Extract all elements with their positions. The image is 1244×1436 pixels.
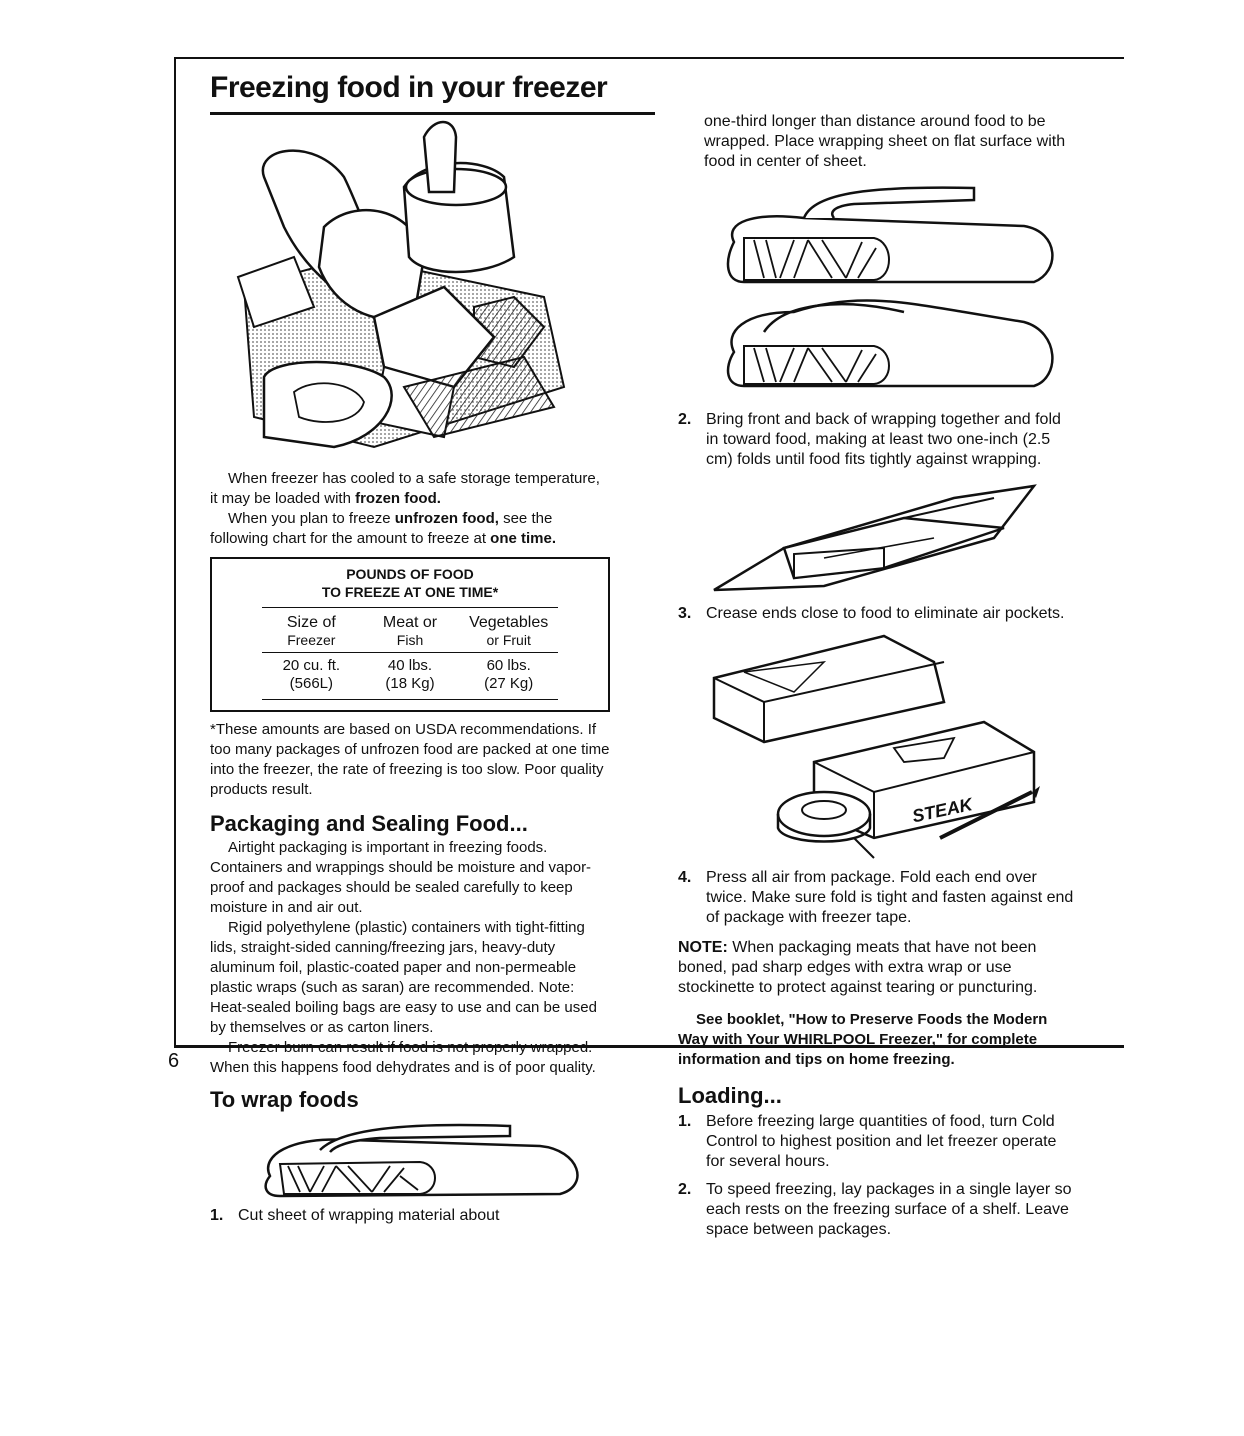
intro-paragraph-1: When freezer has cooled to a safe storage temperature, it may be loaded with frozen food. bbox=[210, 470, 600, 507]
frozen-food-illustration bbox=[224, 117, 584, 461]
wrap-step-2: 2. Bring front and back of wrapping together and fold in toward food, making at least two one-inch (2.5 cm) folds until food fits tightly against wrapping. bbox=[678, 411, 1061, 468]
right-column bbox=[678, 112, 1076, 1248]
table-title-line-1: POUNDS OF FOOD bbox=[346, 566, 474, 582]
page-title: Freezing food in your freezer bbox=[210, 71, 608, 104]
wrap-step1-illustration bbox=[240, 1116, 580, 1200]
loading-heading: Loading... bbox=[678, 1083, 782, 1108]
top-rule bbox=[174, 57, 1124, 59]
page-number: 6 bbox=[168, 1050, 180, 1072]
wrap-step-3: 3. Crease ends close to food to eliminate air pockets. bbox=[678, 605, 1065, 622]
table-row-metric: (566L) (18 Kg) (27 Kg) bbox=[289, 675, 534, 692]
loading-step-2: 2. To speed freezing, lay packages in a single layer so each rests on the freezing surface of a shelf. Leave space between packages. bbox=[678, 1181, 1072, 1238]
wrap-seal-illustration bbox=[704, 632, 1044, 864]
booklet-reference: See booklet, "How to Preserve Foods the Modern Way with Your WHIRLPOOL Freezer," for complete information and tips on home freezing. bbox=[678, 1011, 1048, 1068]
table-row: 20 cu. ft. 40 lbs. 60 lbs. bbox=[282, 657, 531, 674]
left-column bbox=[210, 70, 610, 1234]
wrap-step-4: 4. Press all air from package. Fold each end over twice. Make sure fold is tight and fasten against end of package with freezer tape. bbox=[678, 869, 1074, 926]
wrap-crease-illustration bbox=[704, 478, 1044, 596]
table-title-line-2: TO FREEZE AT ONE TIME* bbox=[321, 584, 499, 600]
wrap-heading: To wrap foods bbox=[210, 1087, 359, 1112]
loading-step-1: 1. Before freezing large quantities of food, turn Cold Control to highest position and let freezer operate for several hours. bbox=[678, 1113, 1057, 1170]
note-paragraph: NOTE: When packaging meats that have not been boned, pad sharp edges with extra wrap or use stockinette to protect against tearing or puncturing. bbox=[678, 939, 1038, 996]
packaging-paragraph-3: Freezer burn can result if food is not properly wrapped. When this happens food dehydrates and is of poor quality. bbox=[210, 1039, 596, 1076]
packaging-paragraph-2: Rigid polyethylene (plastic) containers with tight-fitting lids, straight-sided canning/freezing jars, heavy-duty aluminum foil, plastic-coated paper and non-permeable plastic wraps (such as saran) are recommended. Note: Heat-sealed boiling bags are easy to use and can be used by themselves or as carton liners. bbox=[210, 919, 597, 1036]
pounds-of-food-table bbox=[210, 557, 610, 712]
table-subheader-row: Freezer Fish or Fruit bbox=[287, 632, 531, 648]
left-rule bbox=[174, 57, 176, 1047]
packaging-paragraph-1: Airtight packaging is important in freezing foods. Containers and wrappings should be moisture and vapor-proof and packages should be sealed carefully to keep moisture in and air out. bbox=[210, 839, 592, 916]
wrap-step-1: 1. Cut sheet of wrapping material about bbox=[210, 1207, 500, 1224]
steak-label: STEAK bbox=[910, 794, 975, 827]
wrap-fold-illustration bbox=[704, 182, 1064, 402]
packaging-heading: Packaging and Sealing Food... bbox=[210, 811, 528, 836]
intro-paragraph-2: When you plan to freeze unfrozen food, see the following chart for the amount to freeze at one time. bbox=[210, 510, 557, 547]
title-underline bbox=[210, 112, 655, 115]
wrap-step-1-continued: one-third longer than distance around food to be wrapped. Place wrapping sheet on flat surface with food in center of sheet. bbox=[704, 113, 1066, 170]
table-header-row: Size of Meat or Vegetables bbox=[286, 614, 549, 631]
table-footnote: *These amounts are based on USDA recommendations. If too many packages of unfrozen food are packed at one time into the freezer, the rate of freezing is too slow. Poor quality products result. bbox=[210, 721, 610, 798]
